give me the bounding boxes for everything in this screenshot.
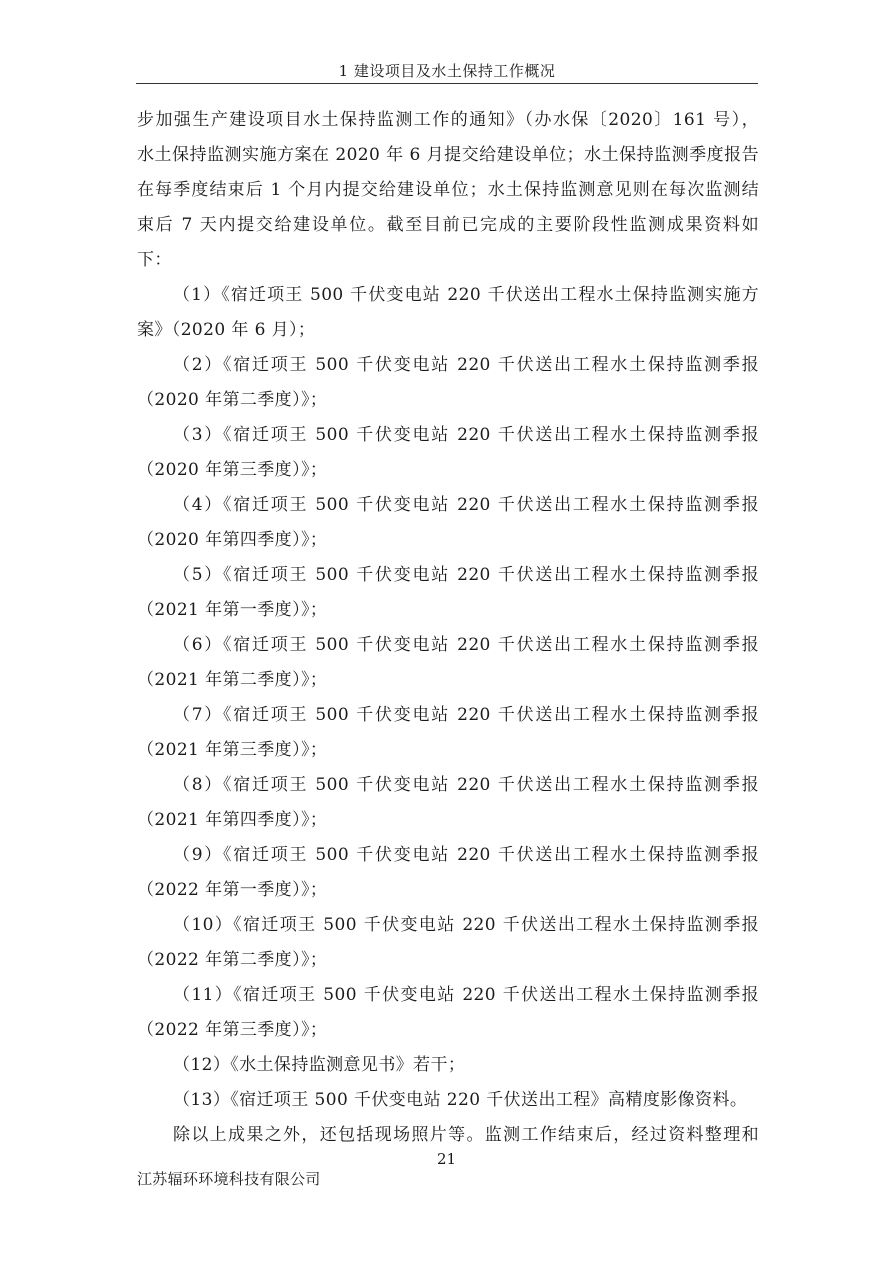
list-item-line: （2020 年第四季度）》；	[137, 530, 328, 550]
list-item-line: （4）《宿迁项王 500 千伏变电站 220 千伏送出工程水土保持监测季报	[173, 495, 759, 515]
list-item-line: （11）《宿迁项王 500 千伏变电站 220 千伏送出工程水土保持监测季报	[173, 985, 759, 1005]
list-item-line: （6）《宿迁项王 500 千伏变电站 220 千伏送出工程水土保持监测季报	[173, 635, 759, 655]
list-item-line: （12）《水土保持监测意见书》若干；	[173, 1055, 466, 1075]
footer-company: 江苏辐环环境科技有限公司	[137, 1170, 321, 1188]
paragraph-line: 水土保持监测实施方案在 2020 年 6 月提交给建设单位；水土保持监测季度报告	[137, 145, 759, 165]
body-text	[137, 103, 759, 1153]
paragraph-line: 束后 7 天内提交给建设单位。截至目前已完成的主要阶段性监测成果资料如	[137, 215, 759, 235]
list-item-line: （2020 年第三季度）》；	[137, 460, 328, 480]
list-item-line: （2022 年第一季度）》；	[137, 880, 328, 900]
list-item-line: （3）《宿迁项王 500 千伏变电站 220 千伏送出工程水土保持监测季报	[173, 425, 759, 445]
list-item-line: （9）《宿迁项王 500 千伏变电站 220 千伏送出工程水土保持监测季报	[173, 845, 759, 865]
list-item-line: （2）《宿迁项王 500 千伏变电站 220 千伏送出工程水土保持监测季报	[173, 355, 759, 375]
list-item-line: （2021 年第三季度）》；	[137, 740, 328, 760]
list-item-line: （2021 年第二季度）》；	[137, 670, 328, 690]
list-item-line: （2021 年第四季度）》；	[137, 810, 328, 830]
page-header-title: 1 建设项目及水土保持工作概况	[338, 62, 556, 80]
list-item-line: （2022 年第三季度）》；	[137, 1020, 328, 1040]
paragraph-line: 步加强生产建设项目水土保持监测工作的通知》（办水保〔2020〕161 号），	[137, 110, 759, 130]
list-item-line: 案》（2020 年 6 月）；	[137, 320, 316, 340]
list-item-line: （13）《宿迁项王 500 千伏变电站 220 千伏送出工程》高精度影像资料。	[173, 1090, 748, 1110]
list-item-line: （2022 年第二季度）》；	[137, 950, 328, 970]
list-item-line: （1）《宿迁项王 500 千伏变电站 220 千伏送出工程水土保持监测实施方	[173, 285, 759, 305]
list-item-line: （10）《宿迁项王 500 千伏变电站 220 千伏送出工程水土保持监测季报	[173, 915, 759, 935]
list-item-line: （8）《宿迁项王 500 千伏变电站 220 千伏送出工程水土保持监测季报	[173, 775, 759, 795]
list-item-line: （2021 年第一季度）》；	[137, 600, 328, 620]
list-item-line: （2020 年第二季度）》；	[137, 390, 328, 410]
paragraph-line: 下：	[137, 250, 172, 270]
paragraph-line: 在每季度结束后 1 个月内提交给建设单位；水土保持监测意见则在每次监测结	[137, 180, 759, 200]
page-number: 21	[436, 1150, 457, 1168]
list-item-line: （5）《宿迁项王 500 千伏变电站 220 千伏送出工程水土保持监测季报	[173, 565, 759, 585]
list-item-line: （7）《宿迁项王 500 千伏变电站 220 千伏送出工程水土保持监测季报	[173, 705, 759, 725]
paragraph-line: 除以上成果之外，还包括现场照片等。监测工作结束后，经过资料整理和	[173, 1125, 759, 1145]
header-divider	[136, 83, 758, 84]
